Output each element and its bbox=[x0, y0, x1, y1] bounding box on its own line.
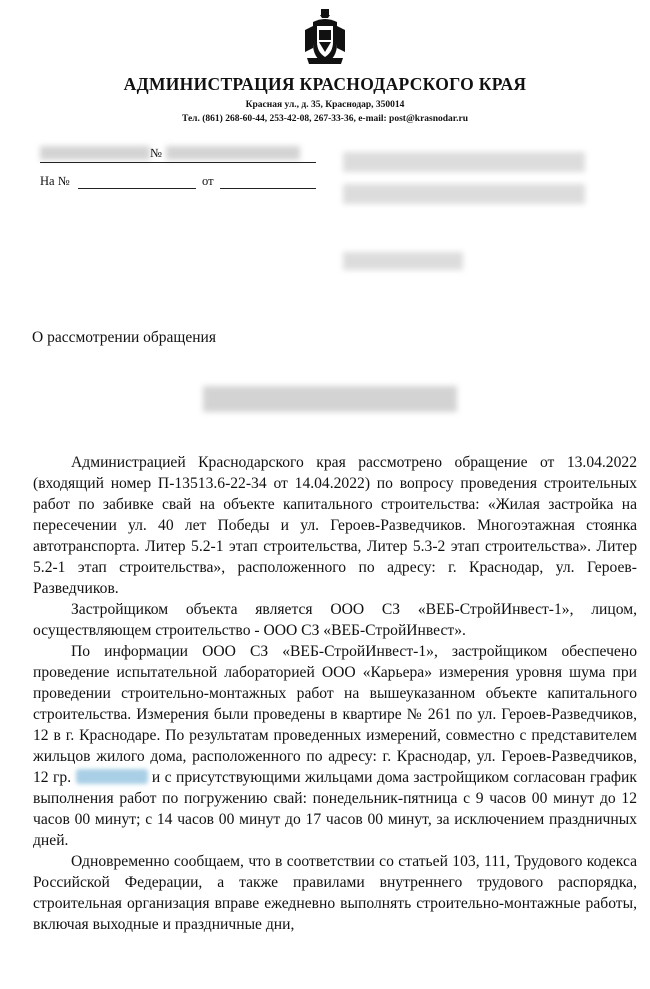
redacted-registration-number bbox=[166, 146, 300, 160]
redacted-addressee-line-1 bbox=[343, 152, 585, 172]
redacted-registration-date bbox=[40, 146, 150, 160]
organization-address: Красная ул., д. 35, Краснодар, 350014 bbox=[245, 100, 405, 110]
body-paragraph-2: Застройщиком объекта является ООО СЗ «ВЕБ-СтройИнвест-1», лицом, осуществляющем строительство - ООО СЗ «ВЕБ-СтройИнвест». bbox=[33, 601, 637, 639]
organization-contacts: Тел. (861) 268-60-44, 253-42-08, 267-33-36, e-mail: post@krasnodar.ru bbox=[181, 114, 469, 124]
redacted-representative-name bbox=[76, 769, 148, 784]
body-paragraph-3 bbox=[33, 641, 637, 851]
letter-subject: О рассмотрении обращения bbox=[32, 329, 216, 346]
redacted-addressee-line-2 bbox=[343, 184, 585, 204]
registration-number-label: № bbox=[150, 146, 162, 160]
body-paragraph-3-end: и с присутствующими жильцами дома застройщиком согласован график выполнения работ по погружению свай: понедельник-пятница с 9 часов 00 минут до 12 часов 00 минут; с 14 часов 00 минут до 17 часов 00 минут, за исключением праздничных дней. bbox=[33, 769, 637, 849]
registration-underline bbox=[40, 162, 316, 163]
incoming-number-label: На № bbox=[40, 174, 70, 188]
body-paragraph-3-start: По информации ООО СЗ «ВЕБ-СтройИнвест-1», застройщиком обеспечено проведение испытательной лабораторией ООО «Карьера» измерения уровня шума при проведении строительно-монтажных работ на вышеуказанном объекте капитального строительства. Измерения были проведены в квартире № 261 по ул. Героев-Разведчиков, 12 в г. Краснодаре. По результатам проведенных измерений, совместно с представителем жильцов жилого дома, расположенного по адресу: г. Краснодар, ул. Героев-Разведчиков, 12 гр. bbox=[33, 643, 637, 786]
coat-of-arms-icon bbox=[301, 8, 349, 68]
letter-body bbox=[33, 452, 637, 935]
body-paragraph-1: Администрацией Краснодарского края рассмотрено обращение от 13.04.2022 (входящий номер П-13513.6-22-34 от 14.04.2022) по вопросу проведения строительных работ по забивке свай на объекте капитального строительства: «Жилая застройка на пересечении ул. 40 лет Победы и ул. Героев-Разведчиков. Многоэтажная стоянка автотранспорта. Литер 5.2-1 этап строительства, Литер 5.3-2 этап строительства». Литер 5.2-1 этап строительства», расположенного по адресу: г. Краснодар, ул. Героев-Разведчиков. bbox=[33, 454, 637, 597]
incoming-number-line bbox=[78, 188, 196, 189]
body-paragraph-4: Одновременно сообщаем, что в соответствии со статьей 103, 111, Трудового кодекса Российской Федерации, а также правилами внутреннего трудового распорядка, строительная организация вправе ежедневно выполнять строительно-монтажные работы, включая выходные и праздничные дни, bbox=[33, 853, 637, 933]
redacted-addressee-line-3 bbox=[343, 252, 463, 270]
redacted-salutation bbox=[203, 386, 457, 412]
incoming-date-label: от bbox=[202, 174, 214, 188]
organization-name: АДМИНИСТРАЦИЯ КРАСНОДАРСКОГО КРАЯ bbox=[123, 74, 527, 94]
incoming-date-line bbox=[220, 188, 316, 189]
